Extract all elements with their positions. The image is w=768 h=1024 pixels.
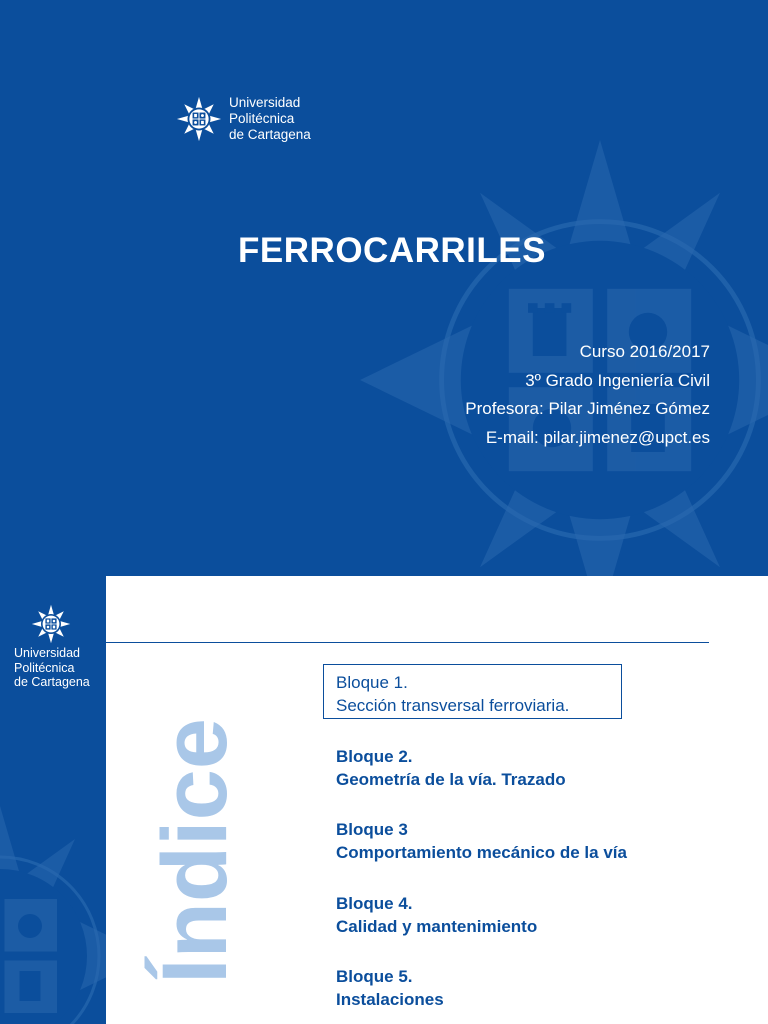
- index-item-3[interactable]: [336, 818, 627, 864]
- index-list: [336, 671, 627, 1024]
- index-item-4[interactable]: [336, 892, 627, 938]
- index-item-title: Sección transversal ferroviaria.: [336, 696, 570, 715]
- index-item-block: Bloque 4.: [336, 893, 413, 913]
- course-teacher: Profesora: Pilar Jiménez Gómez: [465, 399, 710, 418]
- index-slide: [0, 576, 768, 1024]
- university-name-line2: Politécnica: [14, 660, 75, 675]
- upct-star-icon: [31, 604, 71, 644]
- university-emblem-watermark: [0, 806, 106, 1024]
- university-name-line2: Politécnica: [229, 111, 295, 126]
- university-name-line3: de Cartagena: [229, 127, 311, 142]
- university-logo: [176, 95, 311, 143]
- university-name-line1: Universidad: [14, 646, 81, 660]
- index-item-block: Bloque 2.: [336, 746, 413, 766]
- course-degree: 3º Grado Ingeniería Civil: [525, 370, 710, 390]
- university-name-line1: Universidad: [229, 95, 301, 110]
- index-item-title: Comportamiento mecánico de la vía: [336, 843, 627, 862]
- index-item-block: Bloque 3: [336, 820, 408, 839]
- index-item-block: Bloque 1.: [336, 673, 408, 692]
- cover-title: FERROCARRILES: [238, 231, 546, 270]
- course-info: [465, 338, 710, 452]
- index-item-title: Geometría de la vía. Trazado: [336, 769, 566, 789]
- index-item-1[interactable]: [336, 671, 627, 717]
- university-logo: [14, 604, 104, 690]
- upct-star-icon: [176, 96, 222, 142]
- index-item-title: Calidad y mantenimiento: [336, 916, 538, 936]
- header-divider: [106, 642, 709, 643]
- university-name: [14, 646, 104, 690]
- index-item-title: Instalaciones: [336, 990, 444, 1009]
- index-item-5[interactable]: [336, 965, 627, 1011]
- course-year: Curso 2016/2017: [579, 342, 710, 361]
- university-name: [229, 95, 311, 143]
- index-heading-text: Índice: [144, 718, 246, 984]
- sidebar: [0, 576, 106, 1024]
- index-item-2[interactable]: [336, 745, 627, 791]
- course-email: E-mail: pilar.jimenez@upct.es: [485, 427, 710, 447]
- index-item-block: Bloque 5.: [336, 967, 413, 986]
- university-name-line3: de Cartagena: [14, 675, 90, 689]
- selection-box: [323, 664, 622, 719]
